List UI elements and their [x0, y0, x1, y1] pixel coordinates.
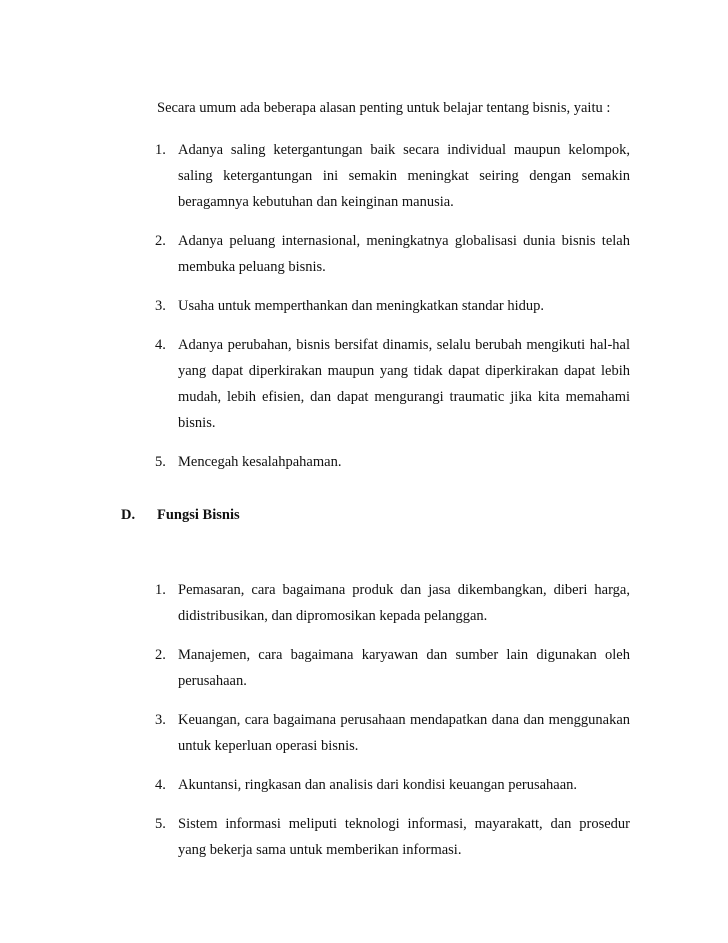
item-number: 4. — [155, 777, 166, 793]
item-text: Manajemen, cara bagaimana karyawan dan sumber lain digunakan oleh perusahaan. — [178, 647, 630, 689]
item-number: 1. — [155, 582, 166, 598]
item-text: Mencegah kesalahpahaman. — [178, 454, 342, 470]
item-number: 5. — [155, 816, 166, 832]
item-number: 5. — [155, 454, 166, 470]
list-item — [155, 772, 630, 798]
list-item — [155, 137, 630, 215]
reasons-list — [155, 137, 630, 488]
list-item — [155, 332, 630, 436]
item-number: 3. — [155, 712, 166, 728]
section-heading — [121, 505, 240, 525]
intro-paragraph: Secara umum ada beberapa alasan penting untuk belajar tentang bisnis, yaitu : — [157, 100, 611, 116]
item-number: 3. — [155, 298, 166, 314]
list-item — [155, 642, 630, 694]
item-text: Akuntansi, ringkasan dan analisis dari kondisi keuangan perusahaan. — [178, 777, 578, 793]
section-title: Fungsi Bisnis — [157, 507, 240, 523]
item-number: 2. — [155, 233, 166, 249]
list-item — [155, 228, 630, 280]
item-text: Usaha untuk memperthankan dan meningkatkan standar hidup. — [178, 298, 545, 314]
item-text: Adanya saling ketergantungan baik secara individual maupun kelompok, saling ketergantungan ini semakin meningkat seiring dengan semakin beragamnya kebutuhan dan keinginan manusia. — [178, 142, 630, 210]
item-number: 2. — [155, 647, 166, 663]
list-item — [155, 449, 630, 475]
item-text: Sistem informasi meliputi teknologi informasi, mayarakatt, dan prosedur yang bekerja sama untuk memberikan informasi. — [178, 816, 630, 858]
item-number: 4. — [155, 337, 166, 353]
list-item — [155, 707, 630, 759]
item-number: 1. — [155, 142, 166, 158]
item-text: Pemasaran, cara bagaimana produk dan jasa dikembangkan, diberi harga, didistribusikan, dan dipromosikan kepada pelanggan. — [178, 582, 630, 624]
list-item — [155, 293, 630, 319]
list-item — [155, 811, 630, 863]
item-text: Adanya perubahan, bisnis bersifat dinamis, selalu berubah mengikuti hal-hal yang dapat diperkirakan maupun yang tidak dapat diperkirakan dapat lebih mudah, lebih efisien, dan dapat mengurangi traumatic jika kita memahami bisnis. — [178, 337, 630, 431]
item-text: Adanya peluang internasional, meningkatnya globalisasi dunia bisnis telah membuka peluang bisnis. — [178, 233, 630, 275]
list-item — [155, 577, 630, 629]
section-letter: D. — [121, 507, 136, 523]
item-text: Keuangan, cara bagaimana perusahaan mendapatkan dana dan menggunakan untuk keperluan operasi bisnis. — [178, 712, 630, 754]
functions-list — [155, 577, 630, 876]
